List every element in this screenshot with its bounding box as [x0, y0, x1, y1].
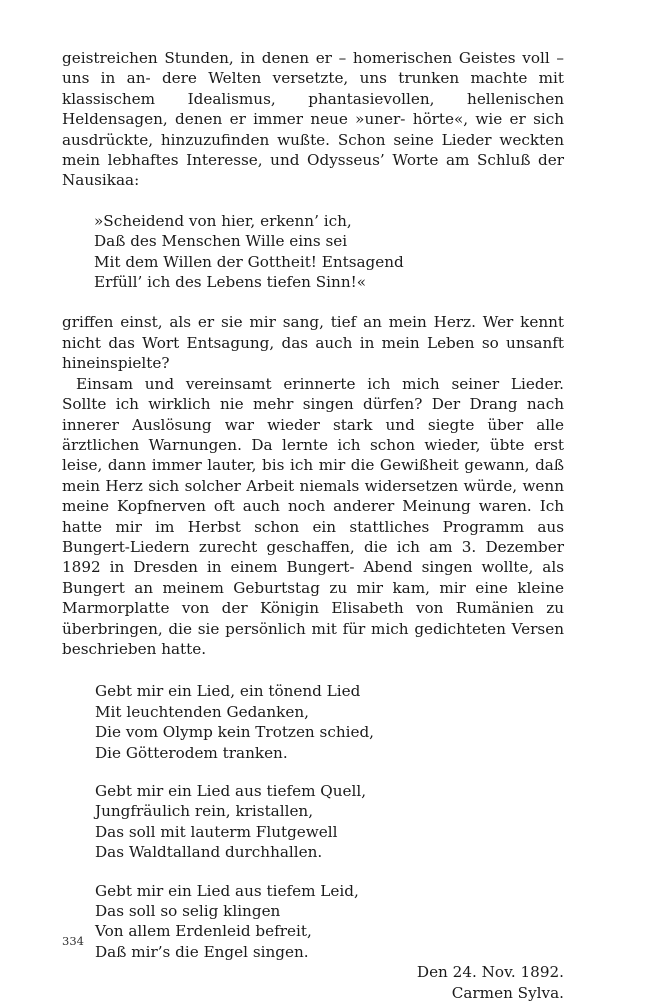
- poem-line: Gebt mir ein Lied, ein tönend Lied: [95, 682, 361, 701]
- poem-stanza: [95, 781, 564, 863]
- text-line: wirklich nie mehr singen dürfen? Der Drang nach innerer Auslösung war: [62, 395, 565, 434]
- text-line: wenn meine Kopfnerven oft auch noch anderer Meinung waren. Ich hatte: [62, 476, 564, 536]
- poem-line: Das soll so selig klingen: [95, 902, 281, 921]
- text-line: wieder stark und siegte über alle ärztlichen Warnungen. Da lernte ich: [62, 415, 564, 454]
- text-line: dere Welten versetzte, uns trunken machte mit klassischem Idealismus,: [62, 69, 564, 108]
- page-content: [62, 48, 564, 1003]
- quote-line: Erfüll’ ich des Lebens tiefen Sinn!«: [94, 273, 366, 292]
- text-line: geistreichen Stunden, in denen er – homerischen Geistes voll – uns in an-: [62, 49, 564, 88]
- text-line: Abend singen wollte, als Bungert an meinem Geburtstag zu mir kam, mir: [62, 558, 564, 597]
- paragraph-after-quote: [62, 312, 564, 373]
- poem-line: Die vom Olymp kein Trotzen schied,: [95, 723, 375, 742]
- text-line: schon wieder, übte erst leise, dann immer lauter, bis ich mir die Gewißheit: [62, 435, 565, 475]
- text-line: geschaffen, die ich am 3. Dezember 1892 in Dresden in einem Bungert-: [62, 537, 565, 577]
- signature-date: Den 24. Nov. 1892.: [416, 963, 564, 982]
- quote-line: »Scheidend von hier, erkenn’ ich,: [94, 211, 352, 230]
- poem-line: Gebt mir ein Lied aus tiefem Quell,: [95, 782, 367, 800]
- poem-line: Von allem Erdenleid befreit,: [95, 922, 312, 941]
- poem-stanza: [95, 881, 564, 963]
- poem-signature: [62, 962, 564, 1003]
- text-line: Nausikaa:: [62, 171, 140, 190]
- signature-author: Carmen Sylva.: [451, 983, 564, 1002]
- text-line: gewann, daß mein Herz sich solcher Arbeit niemals widersetzen würde,: [62, 456, 565, 495]
- poem-line: Mit leuchtenden Gedanken,: [95, 702, 309, 721]
- carmen-sylva-poem: [95, 681, 564, 962]
- nausikaa-quote: [94, 211, 564, 293]
- text-line: eine kleine Marmorplatte von der Königin Elisabeth von Rumänien zu: [62, 578, 564, 618]
- paragraph-intro: [62, 48, 564, 191]
- text-line: phantasievollen, hellenischen Heldensagen, denen er immer neue »uner-: [62, 89, 564, 129]
- text-line: mir im Herbst schon ein stattliches Programm aus Bungert-Liedern zurecht: [62, 517, 565, 556]
- quote-line: Daß des Menschen Wille eins sei: [94, 232, 348, 251]
- poem-line: Das soll mit lauterm Flutgewell: [95, 822, 338, 841]
- poem-line: Jungfräulich rein, kristallen,: [95, 802, 314, 821]
- poem-stanza: [95, 681, 564, 763]
- text-line: überbringen, die sie persönlich mit für mich gedichteten Versen beschrieben: [62, 619, 564, 658]
- poem-line: Gebt mir ein Lied aus tiefem Leid,: [95, 881, 359, 900]
- text-line: hörte«, wie er sich ausdrückte, hinzuzufinden wußte. Schon seine Lieder: [62, 110, 565, 149]
- poem-line: Die Götterodem tranken.: [95, 743, 288, 762]
- page-number: 334: [62, 934, 84, 948]
- text-line: Einsam und vereinsamt erinnerte ich mich seiner Lieder. Sollte ich: [62, 374, 564, 414]
- quote-line: Mit dem Willen der Gottheit! Entsagend: [94, 252, 404, 271]
- text-line: weckten mein lebhaftes Interesse, und Odysseus’ Worte am Schluß der: [62, 130, 564, 170]
- paragraph-main: [62, 374, 564, 660]
- text-line: griffen einst, als er sie mir sang, tief an mein Herz. Wer kennt nicht das: [62, 313, 564, 352]
- poem-line: Daß mir’s die Engel singen.: [95, 942, 309, 961]
- text-line: Wort Entsagung, das auch in mein Leben so unsanft hineinspielte?: [62, 333, 564, 373]
- poem-line: Das Waldtalland durchhallen.: [95, 843, 323, 862]
- text-line: hatte.: [161, 639, 207, 658]
